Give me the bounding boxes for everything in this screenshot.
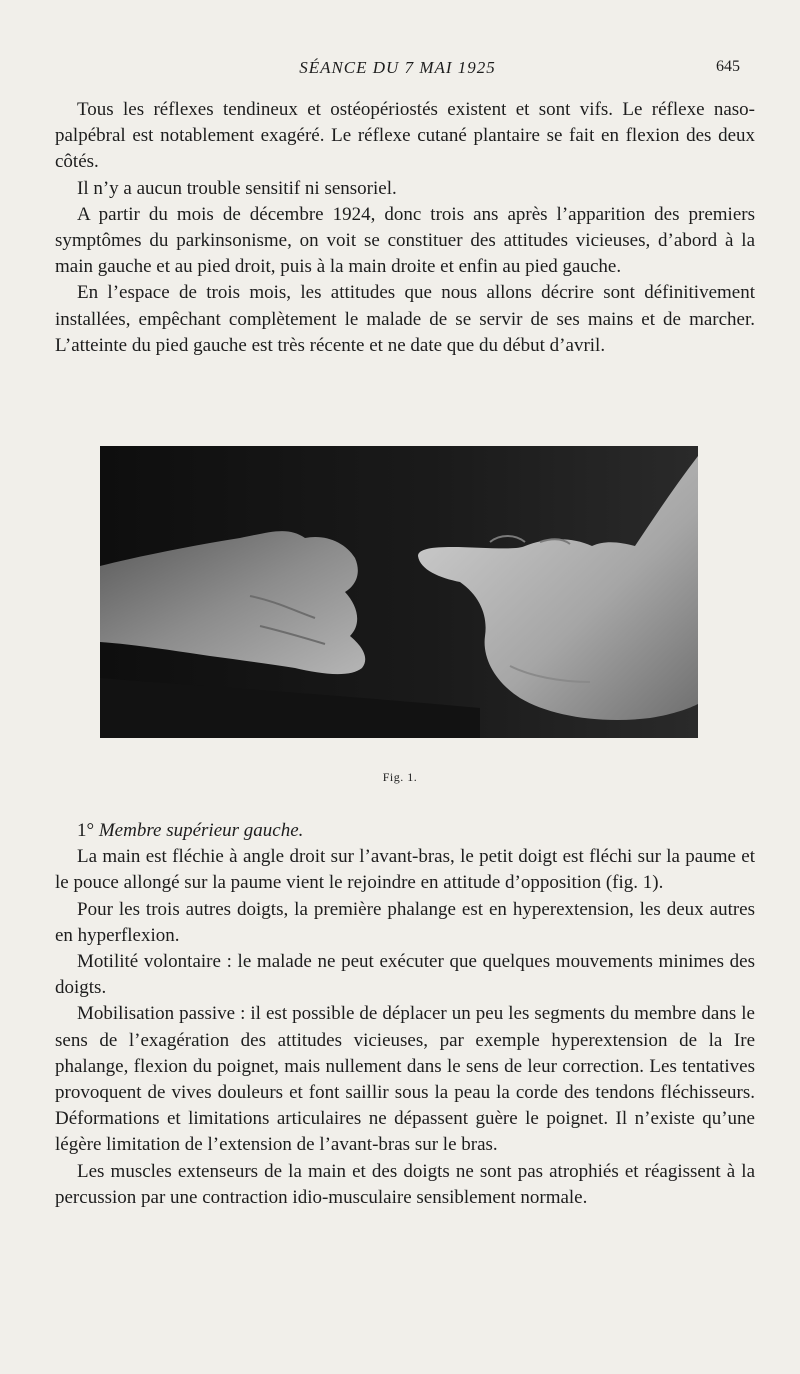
- paragraph: Pour les trois autres doigts, la première phalange est en hyperextension, les deux autres en hyperflexion.: [55, 898, 755, 946]
- paragraph: Les muscles extenseurs de la main et des doigts ne sont pas atrophiés et réagissent à la percussion par une contraction idio-musculaire sensiblement normale.: [55, 1160, 755, 1208]
- figure-caption: Fig. 1.: [382, 770, 418, 784]
- figure-photograph-hands: [100, 446, 698, 738]
- page-number: 645: [716, 58, 740, 75]
- running-title: SÉANCE DU 7 MAI 1925: [299, 58, 496, 77]
- body-text-top: [55, 97, 755, 359]
- paragraph: Mobilisation passive : il est possible de déplacer un peu les segments du membre dans le sens de l’exagération des attitudes vicieuses, par exemple hyperextension de la Ire phalange, flexion du poignet, mais nullement dans le sens de leur correction. Les tentatives provoquent de vives douleurs et font saillir sous la peau la corde des tendons fléchisseurs. Déformations et limitations articulaires ne dépassent guère le poignet. Il n’existe qu’une légère limitation de l’extension de l’avant-bras sur le bras.: [55, 1003, 755, 1156]
- paragraph: Il n’y a aucun trouble sensitif ni sensoriel.: [77, 177, 397, 199]
- section-title: Membre supérieur gauche.: [98, 820, 304, 841]
- paragraph: Tous les réflexes tendineux et ostéopériostés existent et sont vifs. Le réflexe naso-palpébral est notablement exagéré. Le réflexe cutané plantaire se fait en flexion des deux côtés.: [55, 99, 755, 173]
- paragraph: Motilité volontaire : le malade ne peut exécuter que quelques mouvements minimes des doigts.: [55, 951, 755, 999]
- paragraph: La main est fléchie à angle droit sur l’avant-bras, le petit doigt est fléchi sur la paume et le pouce allongé sur la paume vient le rejoindre en attitude d’opposition (fig. 1).: [55, 846, 755, 894]
- section-number: 1°: [77, 820, 95, 841]
- hands-photo-illustration: [100, 446, 698, 738]
- section-heading: [55, 818, 755, 844]
- running-header: [55, 58, 740, 84]
- paragraph: A partir du mois de décembre 1924, donc trois ans après l’apparition des premiers symptômes du parkinsonisme, on voit se constituer des attitudes vicieuses, d’abord à la main gauche et au pied droit, puis à la main droite et enfin au pied gauche.: [55, 203, 755, 278]
- paragraph: En l’espace de trois mois, les attitudes que nous allons décrire sont définitivement installées, empêchant complètement le malade de se servir de ses mains et de marcher. L’atteinte du pied gauche est très récente et ne date que du début d’avril.: [55, 282, 755, 356]
- body-text-bottom: [55, 818, 755, 1211]
